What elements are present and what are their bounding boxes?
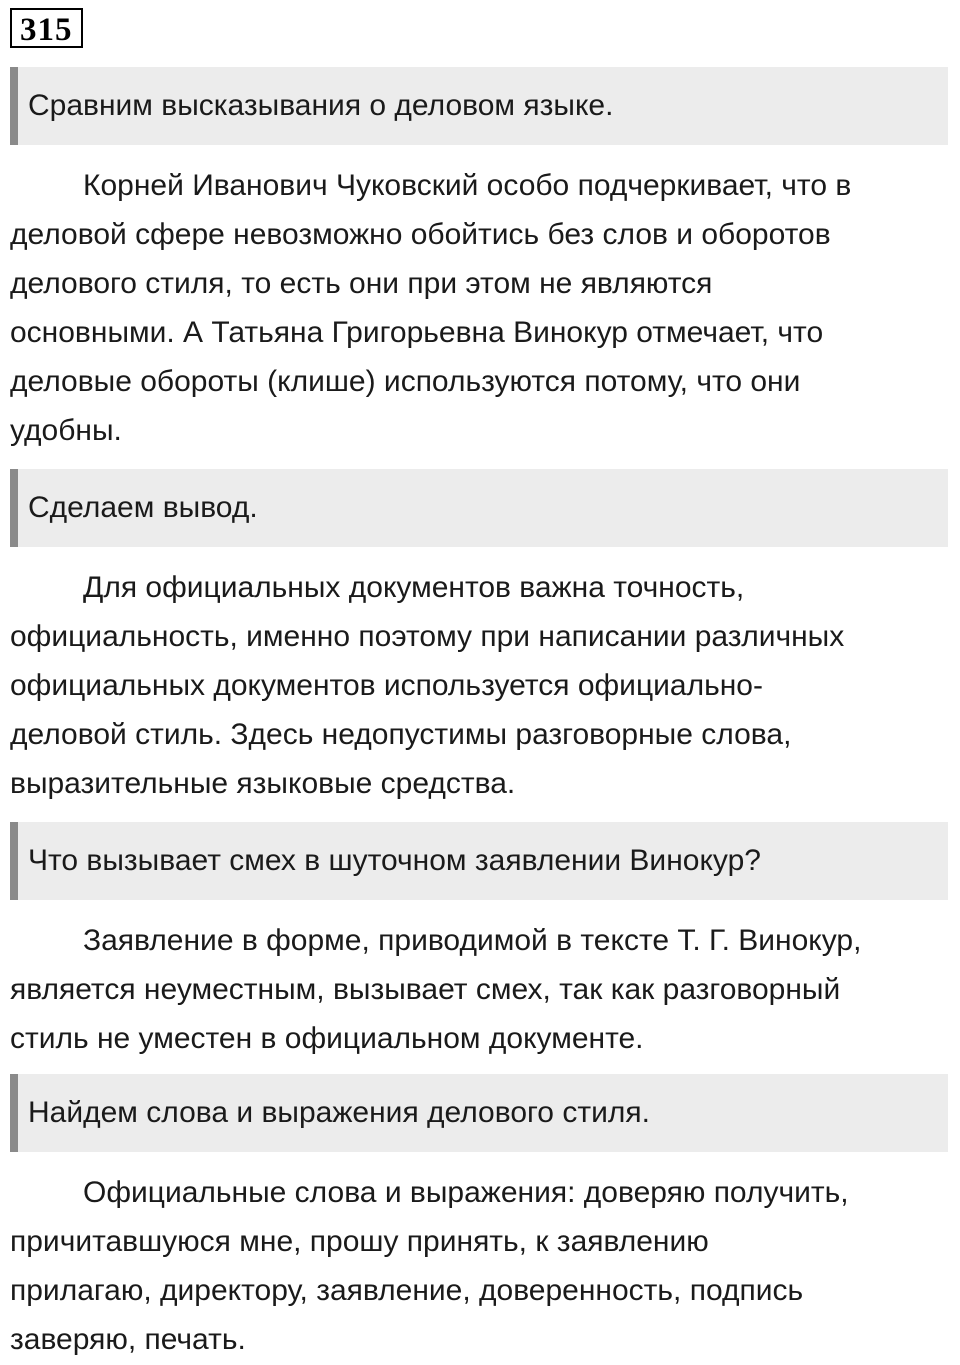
paragraph-line: Для официальных документов важна точность, — [83, 571, 745, 604]
task-number-badge: 315 — [10, 8, 83, 48]
answer-paragraph-business-words — [10, 1168, 960, 1364]
answer-paragraph-compare — [10, 161, 960, 455]
section-header-text: Найдем слова и выражения делового стиля. — [28, 1096, 650, 1129]
paragraph-line: официальность, именно поэтому при написании различных — [10, 620, 845, 653]
paragraph-line: деловой сфере невозможно обойтись без слов и оборотов — [10, 218, 831, 251]
paragraph-line: Заявление в форме, приводимой в тексте Т. Г. Винокур, — [83, 924, 862, 957]
section-header-text: Сделаем вывод. — [28, 491, 258, 524]
section-header-text: Сравним высказывания о деловом языке. — [28, 89, 614, 122]
answer-paragraph-conclusion — [10, 563, 960, 808]
paragraph-line: удобны. — [10, 414, 122, 447]
paragraph-line: заверяю, печать. — [10, 1323, 246, 1356]
paragraph-line: деловой стиль. Здесь недопустимы разговорные слова, — [10, 718, 792, 751]
answer-paragraph-laughter — [10, 916, 960, 1063]
paragraph-line: деловые обороты (клише) используются потому, что они — [10, 365, 801, 398]
paragraph-line: основными. А Татьяна Григорьевна Винокур отмечает, что — [10, 316, 824, 349]
paragraph-line: прилагаю, директору, заявление, доверенность, подпись — [10, 1274, 804, 1307]
section-header-business-words — [10, 1074, 948, 1152]
paragraph-line: стиль не уместен в официальном документе. — [10, 1022, 644, 1055]
section-header-text: Что вызывает смех в шуточном заявлении Винокур? — [28, 844, 761, 877]
section-header-laughter — [10, 822, 948, 900]
paragraph-line: делового стиля, то есть они при этом не являются — [10, 267, 713, 300]
paragraph-line: официальных документов используется официально- — [10, 669, 763, 702]
paragraph-line: Официальные слова и выражения: доверяю получить, — [83, 1176, 849, 1209]
paragraph-line: Корней Иванович Чуковский особо подчеркивает, что в — [83, 169, 852, 202]
section-header-conclusion — [10, 469, 948, 547]
section-header-compare — [10, 67, 948, 145]
paragraph-line: выразительные языковые средства. — [10, 767, 516, 800]
paragraph-line: причитавшуюся мне, прошу принять, к заявлению — [10, 1225, 709, 1258]
paragraph-line: является неуместным, вызывает смех, так как разговорный — [10, 973, 841, 1006]
